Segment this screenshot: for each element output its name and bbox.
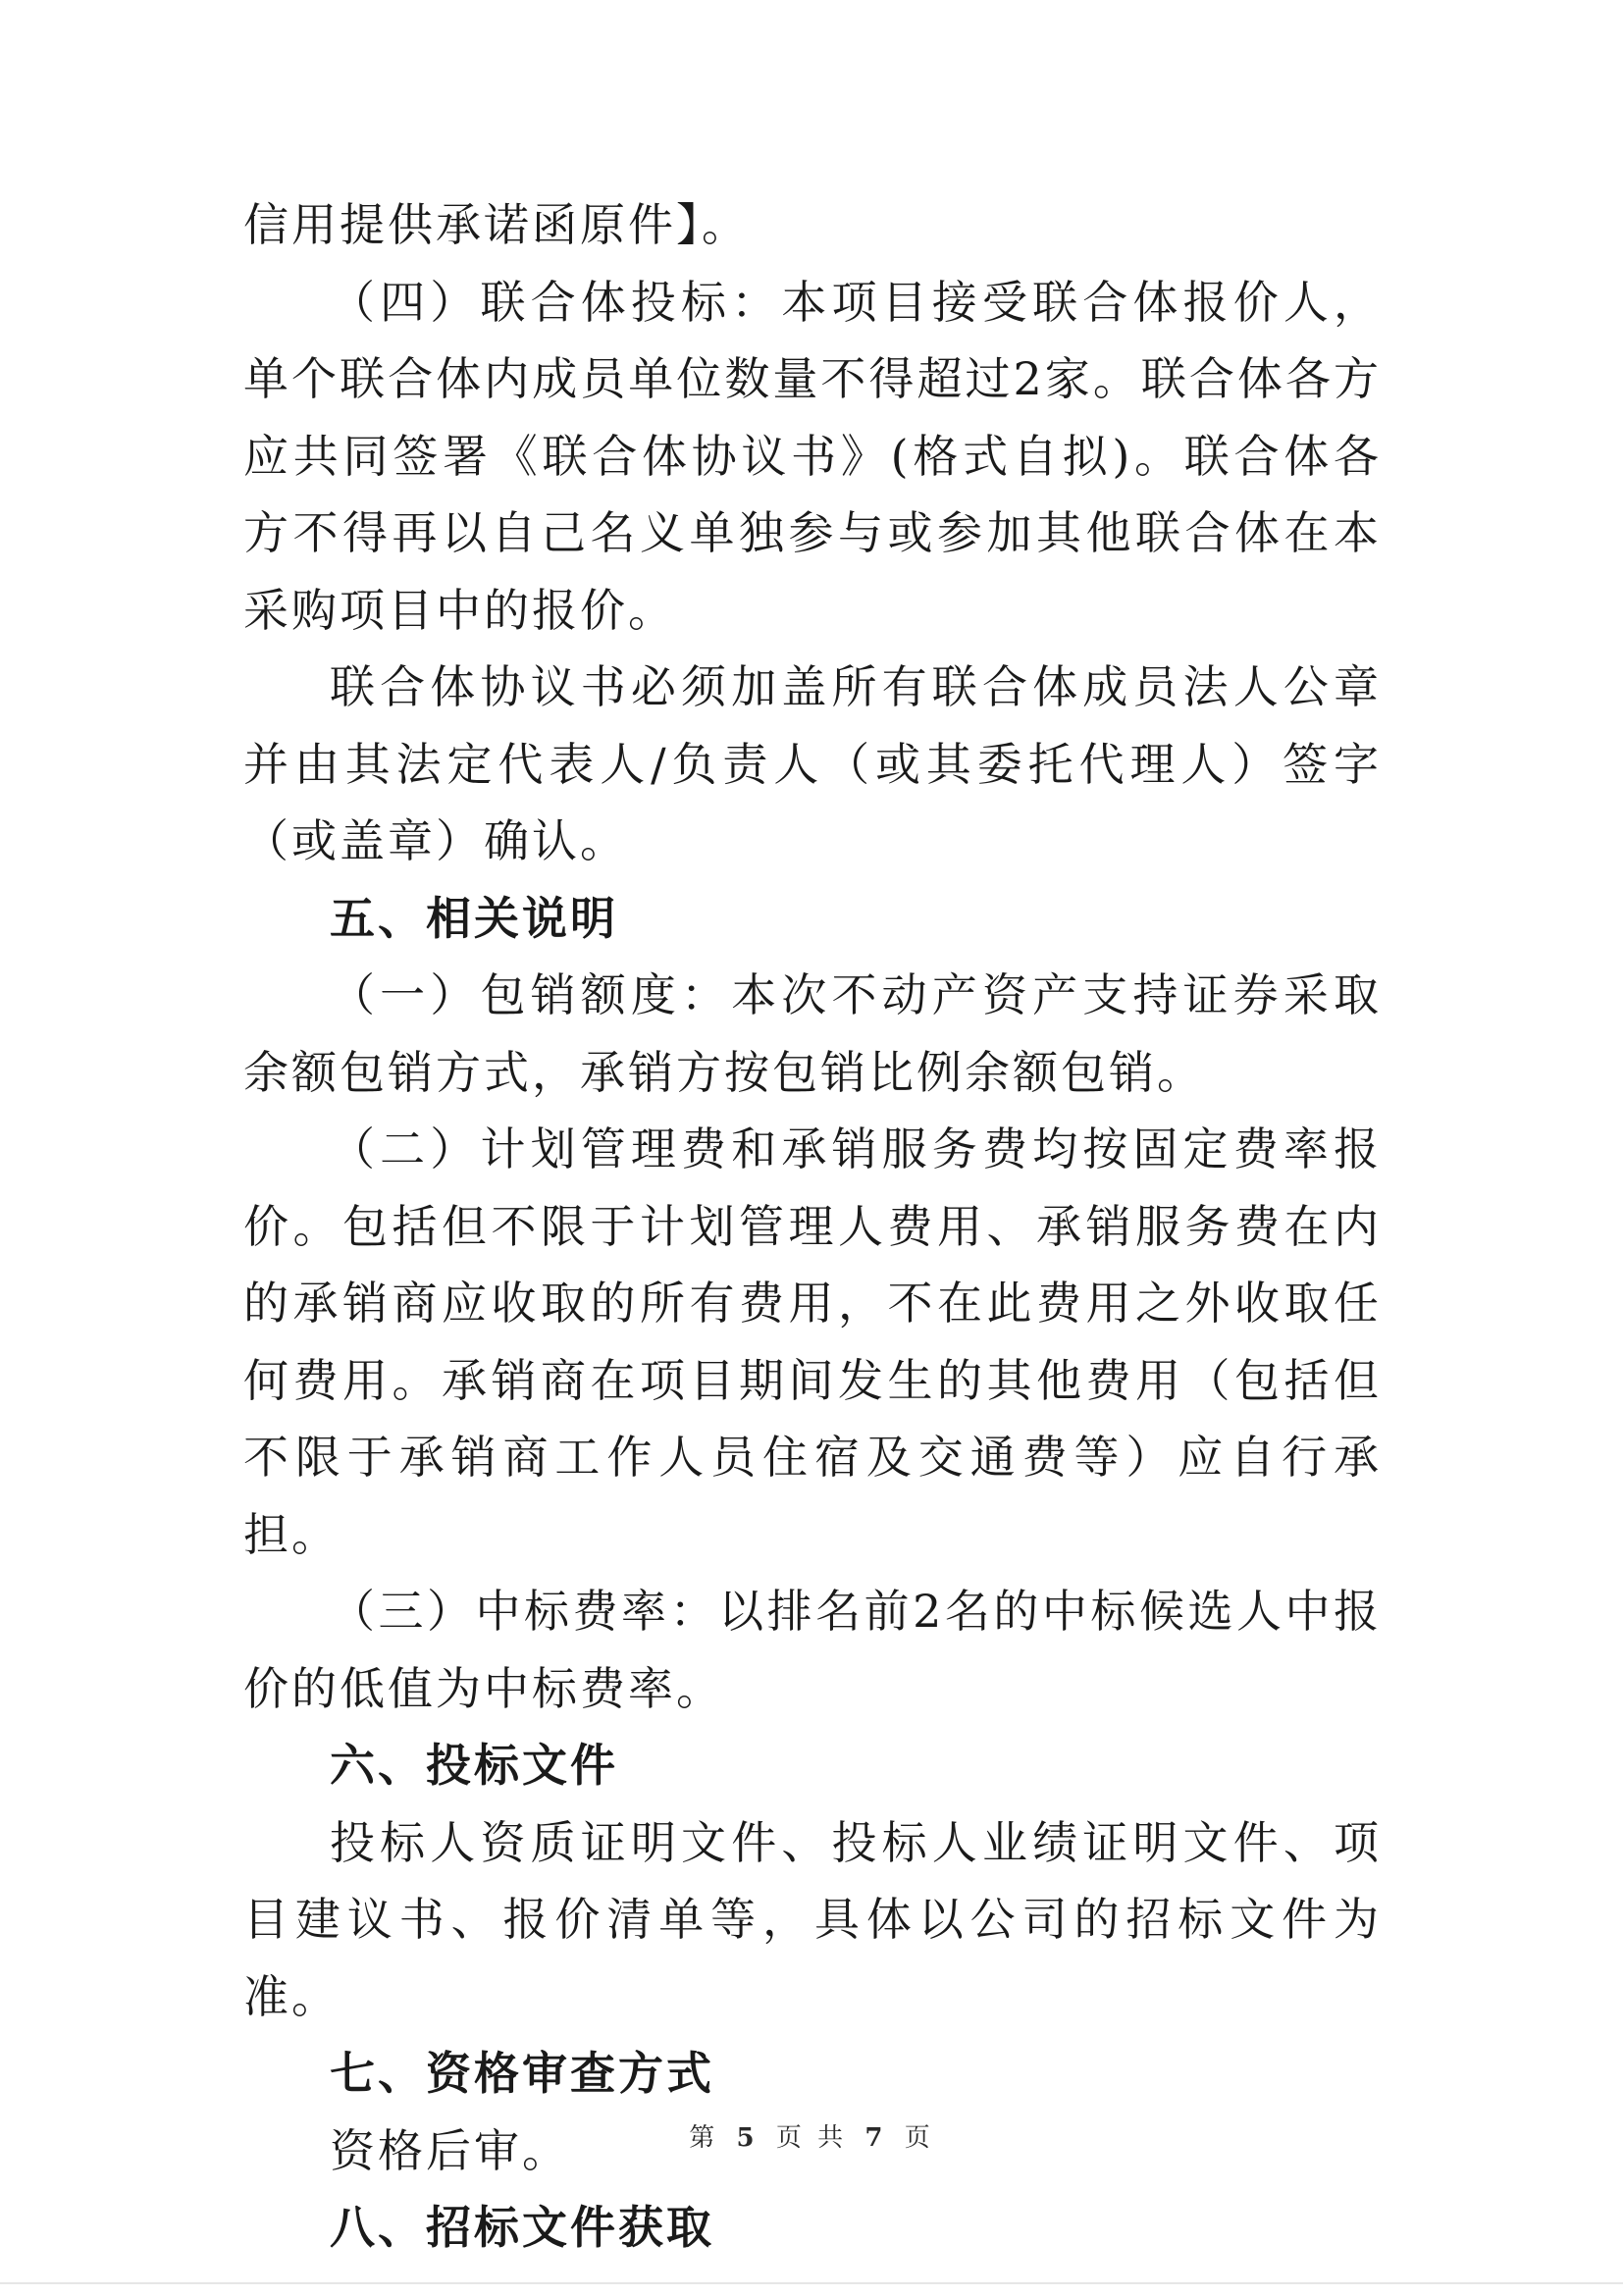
footer-middle: 页 共 <box>775 2123 848 2153</box>
section-heading-obtain-tender-documents: 八、招标文件获取 <box>330 2201 714 2254</box>
section-heading-bid-documents: 六、投标文件 <box>330 1739 618 1792</box>
section-heading-qualification-review: 七、资格审查方式 <box>330 2047 714 2100</box>
scan-edge-line <box>0 2282 1623 2284</box>
paragraph-underwriting-amount: （一）包销额度：本次不动产资产支持证券采取余额包销方式，承销方按包销比例余额包销。 <box>243 968 1382 1099</box>
paragraph-fee-quotation: （二）计划管理费和承销服务费均按固定费率报价。包括但不限于计划管理人费用、承销服务费在内的承销商应收取的所有费用，不在此费用之外收取任何费用。承销商在项目期间发生的其他费用（包括但不限于承销商工作人员住宿及交通费等）应自行承担。 <box>243 1122 1382 1561</box>
paragraph-consortium-agreement: 联合体协议书必须加盖所有联合体成员法人公章并由其法定代表人/负责人（或其委托代理人）签字（或盖章）确认。 <box>243 660 1382 867</box>
footer-suffix: 页 <box>904 2123 934 2153</box>
paragraph-guarantee-end: 信用提供承诺函原件】。 <box>243 198 750 251</box>
total-page-number: 7 <box>864 2123 887 2153</box>
paragraph-bid-documents: 投标人资质证明文件、投标人业绩证明文件、项目建议书、报价清单等，具体以公司的招标文件为准。 <box>243 1815 1382 2023</box>
page-number-footer <box>0 2117 1623 2154</box>
document-body <box>243 186 1382 2267</box>
paragraph-winning-rate: （三）中标费率：以排名前2名的中标候选人中报价的低值为中标费率。 <box>243 1585 1382 1715</box>
section-heading-related-notes: 五、相关说明 <box>330 891 618 945</box>
paragraph-qualification-review: 资格后审。 <box>330 2123 570 2177</box>
footer-prefix: 第 <box>689 2123 719 2153</box>
paragraph-consortium-bidding: （四）联合体投标：本项目接受联合体报价人，单个联合体内成员单位数量不得超过2家。联合体各方应共同签署《联合体协议书》(格式自拟)。联合体各方不得再以自己名义单独参与或参加其他联合体在本采购项目中的报价。 <box>243 275 1382 637</box>
current-page-number: 5 <box>736 2123 759 2153</box>
